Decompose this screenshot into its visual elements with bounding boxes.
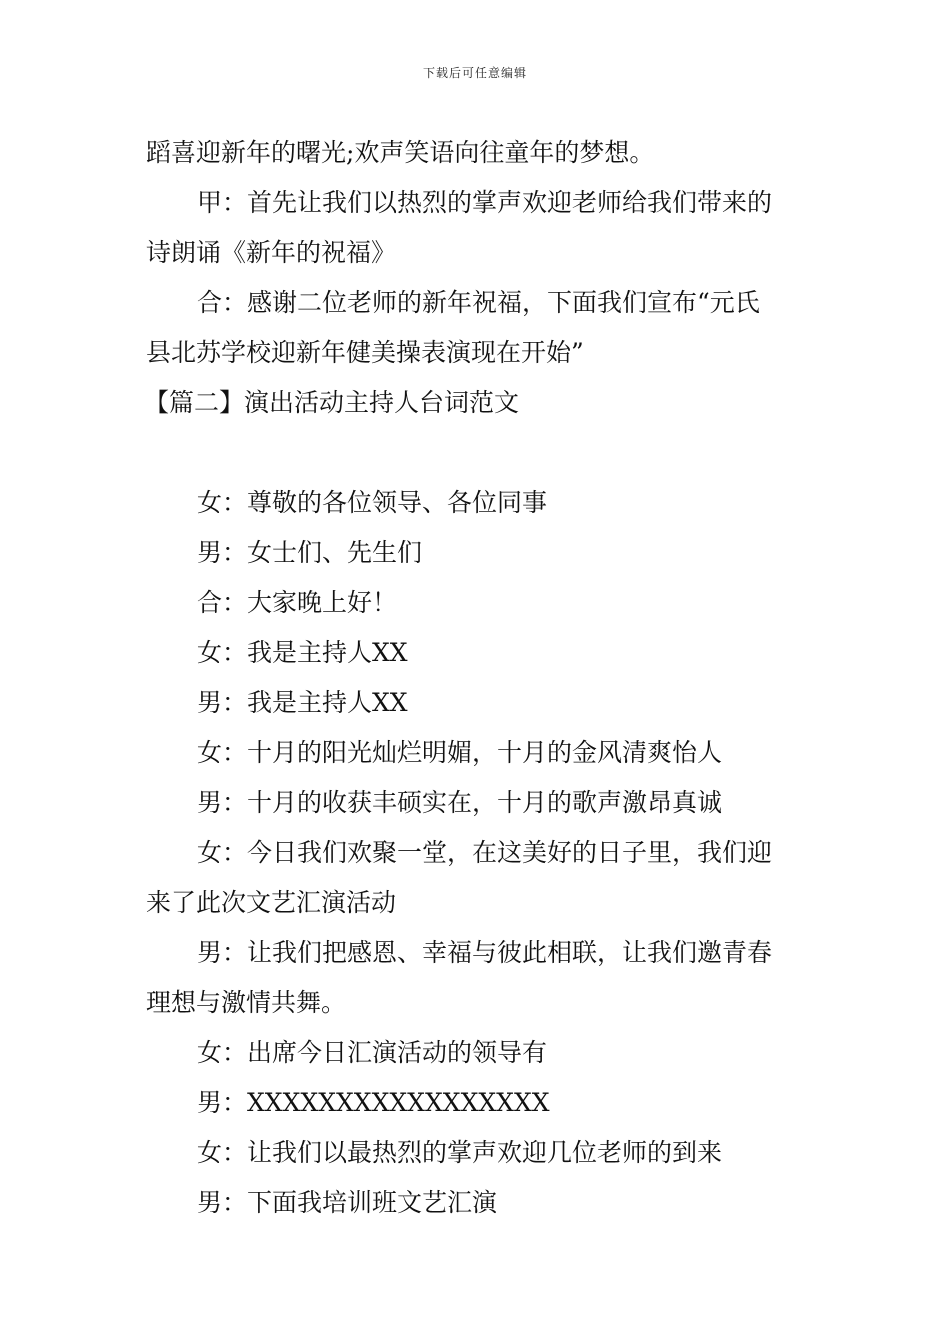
dialogue-line: 男：女士们、先生们	[197, 538, 423, 567]
document-body	[146, 128, 814, 1228]
dialogue-line: 男：我是主持人XX	[197, 688, 408, 717]
paragraph-line: 蹈喜迎新年的曙光;欢声笑语向往童年的梦想。	[146, 138, 655, 167]
page-header: 下载后可任意编辑	[422, 66, 527, 80]
dialogue-line: 女：尊敬的各位领导、各位同事	[197, 488, 548, 517]
dialogue-line: 男：下面我培训班文艺汇演	[197, 1188, 498, 1217]
paragraph-line: 县北苏学校迎新年健美操表演现在开始”	[146, 338, 584, 367]
paragraph-line: 甲：首先让我们以热烈的掌声欢迎老师给我们带来的	[197, 188, 773, 217]
paragraph-line: 诗朗诵《新年的祝福》	[146, 238, 397, 267]
dialogue-line: 男：让我们把感恩、幸福与彼此相联，让我们邀青春	[197, 938, 773, 967]
dialogue-line: 女：让我们以最热烈的掌声欢迎几位老师的到来	[197, 1138, 723, 1167]
dialogue-line: 男：XXXXXXXXXXXXXXXXX	[197, 1088, 550, 1117]
dialogue-line: 女：今日我们欢聚一堂，在这美好的日子里，我们迎	[197, 838, 773, 867]
dialogue-line: 女：出席今日汇演活动的领导有	[197, 1038, 548, 1067]
dialogue-line: 男：十月的收获丰硕实在，十月的歌声激昂真诚	[197, 788, 723, 817]
blank-line	[146, 428, 814, 478]
dialogue-line: 女：我是主持人XX	[197, 638, 408, 667]
dialogue-line: 女：十月的阳光灿烂明媚，十月的金风清爽怡人	[197, 738, 723, 767]
dialogue-line: 合：大家晚上好！	[197, 588, 398, 617]
dialogue-line-continued: 理想与激情共舞。	[146, 988, 347, 1017]
dialogue-line-continued: 来了此次文艺汇演活动	[146, 888, 397, 917]
section-heading: 【篇二】演出活动主持人台词范文	[144, 388, 520, 417]
paragraph-line: 合：感谢二位老师的新年祝福，下面我们宣布“元氏	[197, 288, 760, 317]
